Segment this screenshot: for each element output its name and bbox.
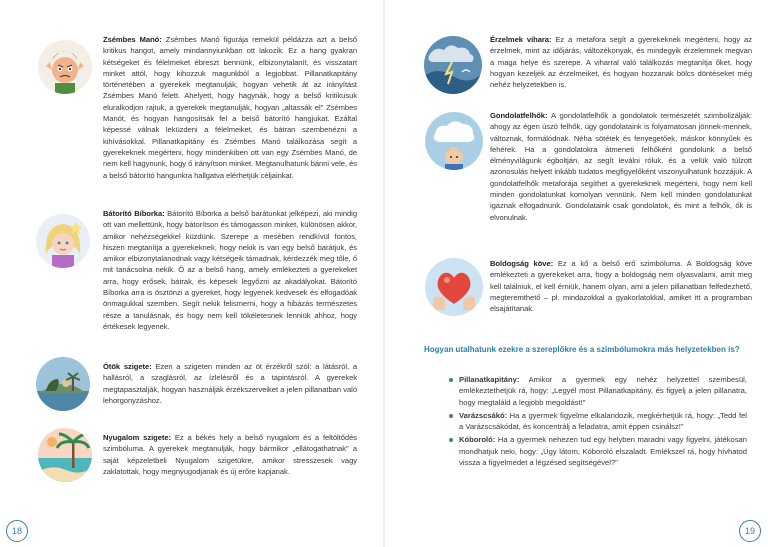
gondolatfelhok-illustration [425,112,483,170]
bullet-text: Ha a gyermek figyelme elkalandozik, megkérhetjük rá, hogy: „Tedd fel a Varázscsákódat, és koncentrálj a feladatra, amit éppen csinálsz!" [459,410,747,432]
boldogsag-kove-text: Ez a kő a belső erő szimbóluma. A Boldogság köve emlékezteti a gyerekeket arra, hogy a boldogság nem olyasvalami, amit meg kell találniuk, el kell érniük, hanem olyan, ami a jelen pillanatban felfedezhető, megteremthető – pl. mindazokkal a gyakorlatokkal, amiket itt a programban elsajátítanak. [490,259,752,314]
bullet-text: Amikor a gyermek egy nehéz helyzettel szembesül, emlékeztethetjük rá, hogy: „Legyél most Pillanatkapitány, és figyelj a jelen pillanatra, hogy megtaláld a legjobb megoldást!" [459,375,747,407]
erzelmek-vihara-illustration [424,36,482,94]
bullet-koborolo [447,434,747,468]
zsembes-mano-text: Zsémbes Manó figurája remekül példázza azt a belső kritikus hangot, amely mindannyiunkban ott lakozik. Ez a hang gyakran kétségeket és félelmeket ébreszt bennünk, elbizonytalanít, és visszatart minket attól, hogy kihozzuk magunkból a legjobbat. Pillanatkapitány történetében a gyerekek megtanulják, hogyan vehetik át az irányítást Zsémbes Manó felett. Ahelyett, hogy hagynák, hogy a belső kritikusuk eluralkodjon rajtuk, a gyerekek megtanulják, hogyan „altassák el" Zsémbes Manót, és hogyan hangosítsák fel a belső bátorító hangjukat. Ezáltal képessé válnak leküzdeni a félelmeiket, és bátran szembenézni a kihívásokkal. Pillanatkapitány és Zsémbes Manó találkozása segít a gyerekeknek megérteni, hogy mindenkiben ott van egy Zsémbes Manó, de nem kell hagynunk, hogy ő irányítson minket. Megtanulhatunk bánni vele, és a belső bátorító hangunkra hallgatva elérhetjük céljainkat. [103,35,357,180]
otok-szigete-text: Ezen a szigeten minden az öt érzékről szól: a látásról, a hallásról, a szaglásról, az ízlelésről és a tapintásról. A gyerekek megtapasztalják, hogyan használják érzékszerveiket a jelen pillanatban való lehorgonyzáshoz. [103,362,357,405]
boldogsag-kove-title: Boldogság köve: [490,259,554,268]
gondolatfelhok-title: Gondolatfelhők: [490,111,548,120]
bullet-pillanatkapitany [447,374,747,408]
nyugalom-szigete-illustration [38,428,92,482]
batorito-biborka-text: Bátorító Bíborka a belső barátunkat jelképezi, aki mindig ott van mellettünk, hogy bátorítson és támogasson minket, különösen akkor, amikor nehézségekkel küzdünk. Szerepe a mesében rendkívül fontos, hiszen megtanítja a gyerekeknek, hogy nekik is van egy belső barátjuk, és amikor elbizonytalanodnak vagy kétségeik támadnak, kérdezzék meg tőle, ő mit tanácsolna nekik. Ő az a belső hang, amely emlékezteti a gyerekeket arra, hogy erősek, bátrak, és képesek legyőzni az akadályokat. Bátorító Bíborka arra is ösztönzi a gyereket, hogy legyenek kedvesek és elfogadóak önmagukkal szemben. Segít nekik felismerni, hogy a hibázás természetes része a tanulásnak, és hogy nem kell tökéletesnek lenniük ahhoz, hogy értékesek legyenek. [103,209,357,331]
page-number-left: 18 [6,520,28,542]
boldogsag-kove-block [490,258,752,314]
batorito-biborka-illustration [36,214,90,268]
bullet-text: Ha a gyermek nehezen tud egy helyben maradni vagy figyelni, játékosan mondhatjuk neki, hogy: „Úgy látom, Kóboroló elszaladt. Emlékszel rá, hogy hívhatod vissza a figyelmedet a légzésed segítségével?" [459,435,747,468]
otok-szigete-title: Ötök szigete: [103,362,152,371]
bullet-title: Pillanatkapitány: [459,375,520,384]
erzelmek-vihara-title: Érzelmek vihara: [490,35,552,44]
gondolatfelhok-text: A gondolatfelhők a gondolatok természetét szimbolizálják: ahogy az égen úszó felhők, úgy gondolataink is folyamatosan jönnek-mennek, változnak, formálódnak. Néha sötétek és fenyegetőek, máskor könnyűek és fehérek. Ha a gondolatokra átmeneti felhőként gondolunk a belső élményvilágunk égboltján, az segít leválni róluk, és a velük való túlzott azonosulás helyett inkább tudatos megfigyelőként viszonyulhatunk hozzájuk. A gondolatfelhők metaforája segíthet a gyerekeknek megérteni, hogy nem kell minden gondolatunkat komolyan vennünk. Nem kell minden gondolatunkat igaznak elfogadnunk. Gondolataink csak gondolatok, és mint a felhők, ők is elvonulnak. [490,111,752,222]
page-number-right: 19 [739,520,761,542]
batorito-biborka-title: Bátorító Bíborka: [103,209,165,218]
references-question-heading: Hogyan utalhatunk ezekre a szereplőkre és a szimbólumokra más helyzetekben is? [424,345,740,354]
nyugalom-szigete-title: Nyugalom szigete: [103,433,172,442]
zsembes-mano-wrap-block [103,34,357,181]
batorito-biborka-block [103,208,357,332]
zsembes-mano-title: Zsémbes Manó: [103,35,162,44]
erzelmek-vihara-block [490,34,752,90]
bullet-varazscsako [447,410,747,433]
references-bullet-list [447,374,747,470]
bullet-title: Kóboroló: [459,435,496,445]
gondolatfelhok-block [490,110,752,223]
otok-szigete-block [103,361,357,406]
zsembes-mano-illustration [38,40,92,94]
page-gutter [383,0,385,547]
boldogsag-kove-illustration [425,258,483,316]
otok-szigete-illustration [36,357,90,411]
nyugalom-szigete-text: Ez a békés hely a belső nyugalom és a feltöltődés szimbóluma. A gyerekek megtanulják, hogy bármikor „ellátogathatnak" a saját képzeletbeli Nyugalom szigetükre, amikor stresszesek vagy zaklatottak, hogy megnyugodjanak és új erőre kapjanak. [103,433,357,476]
bullet-title: Varázscsákó: [459,410,508,420]
erzelmek-vihara-text: Ez a metafora segít a gyerekeknek megérteni, hogy az érzelmek, mint az időjárás, változékonyak, és mindegyik érzelemnek megvan a maga helye és szerepe. A viharral való találkozás megtanítja őket, hogy hogyan kezeljék az érzelmeiket, és hogyan hozzanak bölcs döntéseket még nehéz helyzetekben is. [490,35,752,90]
nyugalom-szigete-block [103,432,357,477]
